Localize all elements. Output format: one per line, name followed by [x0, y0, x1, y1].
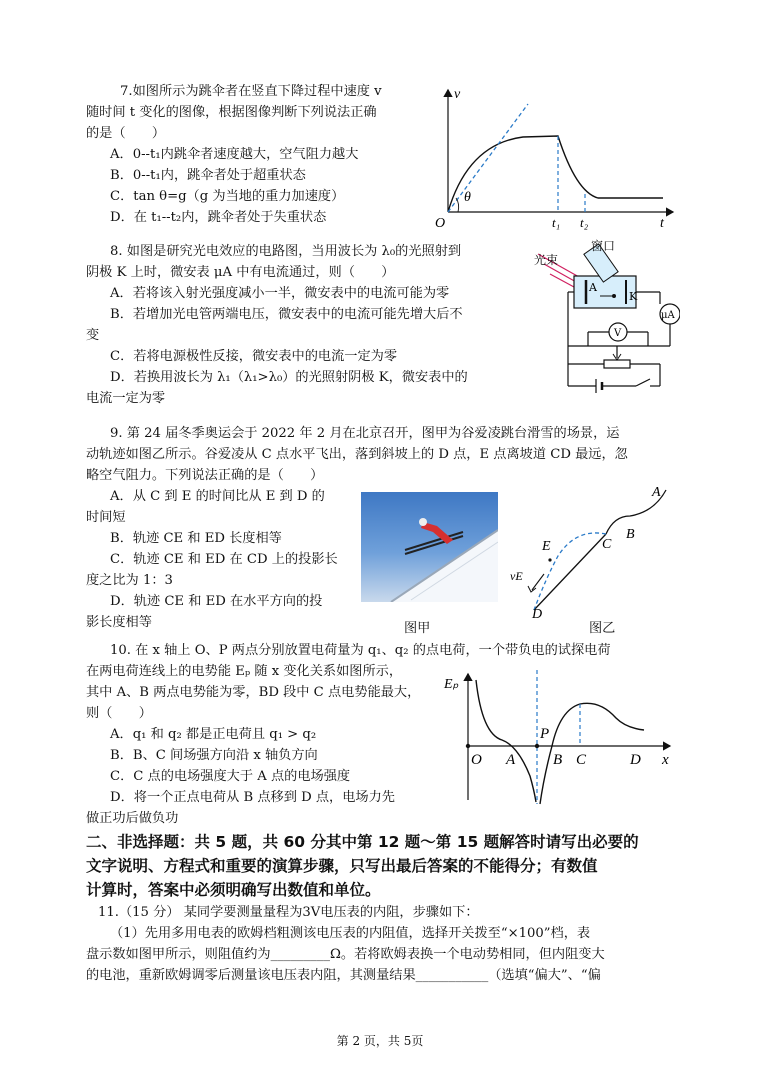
q9-label-ve: vE: [510, 569, 523, 583]
q8-label-k: K: [629, 290, 638, 303]
q9-velocity-ve: [532, 574, 544, 590]
q8-option-a: A．若将该入射光强度减小一半，微安表中的电流可能为零: [110, 286, 450, 301]
page-footer: 第 2 页，共 5页: [336, 1034, 424, 1048]
q10-option-a: A．q₁ 和 q₂ 都是正电荷且 q₁ > q₂: [110, 727, 317, 742]
q7-label-theta: θ: [464, 190, 471, 205]
q7-stem-line2: 随时间 t 变化的图像，根据图像判断下列说法正确: [86, 105, 377, 120]
q11-stem-line1: 11.（15 分） 某同学要测量量程为3V电压表的内阻，步骤如下：: [98, 905, 479, 920]
q9-label-a: A: [652, 485, 661, 500]
q9-stem-line1: 9. 第 24 届冬季奥运会于 2022 年 2 月在北京召开，图甲为谷爱凌跳台滑雪的场景，运: [110, 426, 620, 441]
q10-label-p: P: [540, 726, 550, 742]
q9-stem-line3: 略空气阻力。下列说法正确的是（ ）: [86, 468, 324, 483]
q9-caption-fig2: 图乙: [589, 621, 616, 636]
q8-option-c: C．若将电源极性反接，微安表中的电流一定为零: [110, 349, 398, 364]
q10-label-a: A: [506, 752, 516, 768]
q7-stem-line1: 7.如图所示为跳伞者在竖直下降过程中速度 v: [120, 84, 382, 99]
section2-heading-line2: 文字说明、方程式和重要的演算步骤，只写出最后答案的不能得分；有数值: [86, 857, 598, 875]
q7-velocity-curve: [448, 136, 663, 212]
section2-heading-line1: 二、非选择题：共 5 题，共 60 分其中第 12 题～第 15 题解答时请写出必要的: [86, 833, 639, 851]
q8-switch: [636, 379, 650, 386]
q9-label-c: C: [602, 537, 612, 552]
q8-stem-line2: 阴极 K 上时，微安表 μA 中有电流通过，则（ ）: [86, 265, 395, 280]
q8-option-b-line2: 变: [86, 328, 100, 343]
q9-caption-fig1: 图甲: [404, 621, 431, 636]
q11-stem-line3: 盘示数如图甲所示，则阻值约为_________Ω。若将欧姆表换一个电动势相同，但内阻变大: [86, 947, 605, 962]
q8-rheostat: [604, 360, 630, 368]
q11-stem-line4: 的电池，重新欧姆调零后测量该电压表内阻，其测量结果___________（选填“偏大”、“偏: [86, 968, 601, 983]
q8-label-a: A: [589, 281, 597, 294]
q10-option-c: C．C 点的电场强度大于 A 点的电场强度: [110, 769, 351, 784]
q7-label-t: t: [660, 216, 664, 231]
q10-stem-line4: 则（ ）: [86, 706, 152, 721]
q8-label-beam: 光束: [534, 253, 559, 267]
q10-stem-line1: 10. 在 x 轴上 O、P 两点分别放置电荷量为 q₁、q₂ 的点电荷，一个带负电的试探电荷: [110, 643, 611, 658]
q9-trajectory-diagram: [504, 482, 674, 622]
q10-option-d-line2: 做正功后做负功: [86, 811, 179, 826]
q10-label-b: B: [553, 752, 563, 768]
q10-potential-energy-graph: [440, 666, 680, 806]
q9-option-b: B．轨迹 CE 和 ED 长度相等: [110, 531, 282, 546]
q10-stem-line3: 其中 A、B 两点电势能为零，BD 段中 C 点电势能最大，: [86, 685, 421, 700]
q9-option-c-line1: C．轨迹 CE 和 ED 在 CD 上的投影长: [110, 552, 338, 567]
q7-label-origin: O: [435, 216, 446, 231]
q10-option-b: B．B、C 间场强方向沿 x 轴负方向: [110, 748, 318, 763]
q8-label-v: V: [614, 328, 622, 339]
q9-stem-line2: 动轨迹如图乙所示。谷爱凌从 C 点水平飞出，落到斜坡上的 D 点，E 点离坡道 CD 最远，忽: [86, 447, 628, 462]
q7-label-v: v: [454, 87, 461, 102]
q9-label-e: E: [542, 539, 551, 554]
q8-stem-line1: 8. 如图是研究光电效应的电路图，当用波长为 λ₀的光照射到: [110, 244, 462, 259]
q9-option-d-line2: 影长度相等: [86, 615, 152, 630]
q9-label-b: B: [626, 527, 635, 542]
q7-label-t1: t₁: [552, 215, 561, 230]
q8-label-ua: μA: [661, 310, 675, 321]
q8-option-d-line2: 电流一定为零: [86, 391, 166, 406]
q9-ski-jump-photo: [361, 492, 498, 602]
q7-stem-line3: 的是（ ）: [86, 126, 166, 141]
q7-option-a: A．0--t₁内跳伞者速度越大，空气阻力越大: [110, 147, 359, 162]
q8-label-window: 窗口: [591, 239, 616, 253]
q8-option-b-line1: B．若增加光电管两端电压，微安表中的电流可能先增大后不: [110, 307, 463, 322]
q10-label-ep: Eₚ: [444, 677, 459, 692]
q10-option-d-line1: D．将一个正点电荷从 B 点移到 D 点，电场力先: [110, 790, 395, 805]
q7-tangent-line: [448, 104, 528, 212]
q9-option-d-line1: D．轨迹 CE 和 ED 在水平方向的投: [110, 594, 323, 609]
q9-option-a-line2: 时间短: [86, 510, 126, 525]
q8-option-d-line1: D．若换用波长为 λ₁（λ₁>λ₀）的光照射阴极 K，微安表中的: [110, 370, 468, 385]
q10-label-x: x: [662, 752, 669, 768]
q7-option-c: C．tan θ=g（g 为当地的重力加速度）: [110, 189, 345, 204]
section2-heading-line3: 计算时，答案中必须明确写出数值和单位。: [86, 881, 381, 899]
q11-stem-line2: （1）先用多用电表的欧姆档粗测该电压表的内阻值，选择开关拨至“×100”档，表: [110, 926, 591, 941]
q7-option-b: B．0--t₁内，跳伞者处于超重状态: [110, 168, 306, 183]
q9-option-a-line1: A．从 C 到 E 的时间比从 E 到 D 的: [110, 489, 325, 504]
q7-label-t2: t₂: [580, 215, 589, 230]
q7-option-d: D．在 t₁--t₂内，跳伞者处于失重状态: [110, 210, 327, 225]
q9-label-d: D: [532, 607, 543, 622]
q10-label-c: C: [576, 752, 587, 768]
q10-curve-left: [476, 680, 536, 802]
q10-label-o: O: [471, 752, 482, 768]
q9-option-c-line2: 度之比为 1：3: [86, 573, 173, 588]
q10-label-d: D: [630, 752, 641, 768]
q7-velocity-time-graph: [428, 84, 678, 232]
q10-stem-line2: 在两电荷连线上的电势能 Eₚ 随 x 变化关系如图所示，: [86, 664, 403, 679]
